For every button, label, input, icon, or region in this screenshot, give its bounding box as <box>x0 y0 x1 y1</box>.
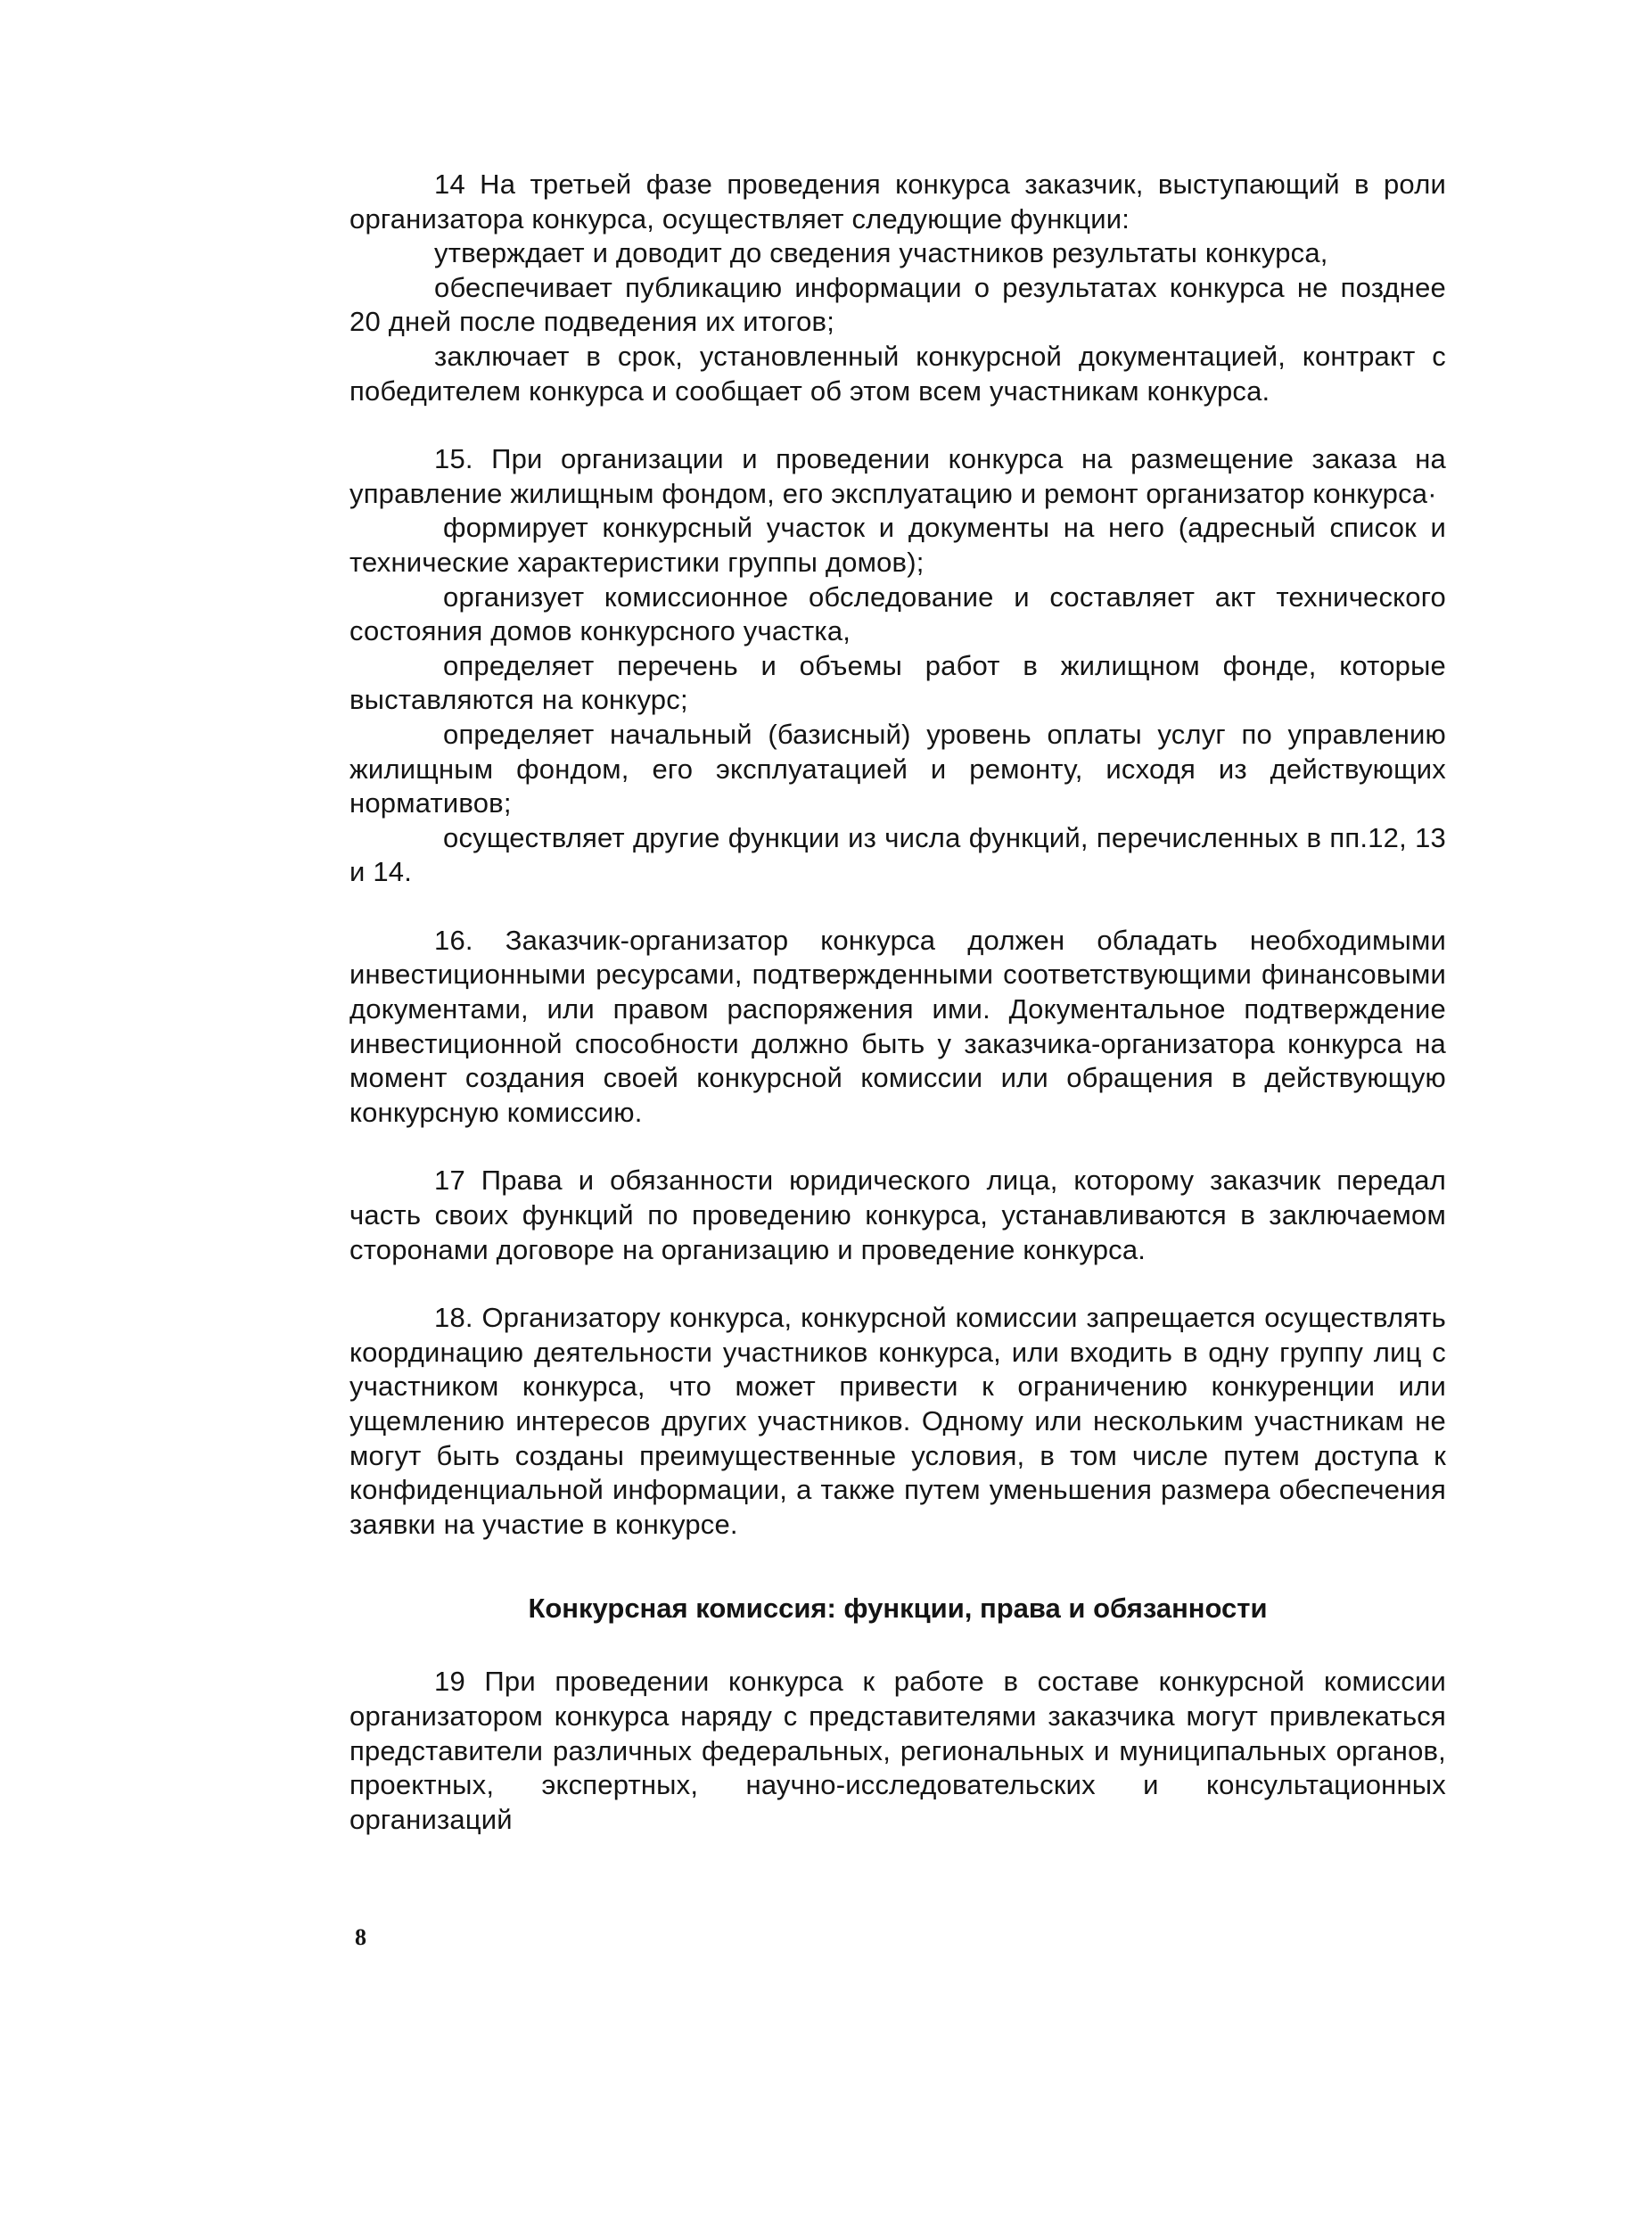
section-heading: Конкурсная комиссия: функции, права и обязанности <box>528 1593 1268 1625</box>
paragraph-15-item-4: определяет начальный (базисный) уровень оплаты услуг по управлению жилищным фондом, его эксплуатацией и ремонту, исходя из действующих нормативов; <box>349 718 1446 819</box>
paragraph-15-item-3: определяет перечень и объемы работ в жилищном фонде, которые выставляются на конкурс; <box>349 649 1446 716</box>
page-number: 8 <box>355 1924 366 1950</box>
paragraph-15-item-2: организует комиссионное обследование и составляет акт технического состояния домов конкурсного участка, <box>349 580 1446 647</box>
paragraph-14-intro: 14 На третьей фазе проведения конкурса заказчик, выступающий в роли организатора конкурса, осуществляет следующие функции: <box>349 169 1446 235</box>
document-page <box>349 168 1446 1837</box>
paragraph-15-item-5: осуществляет другие функции из числа функций, перечисленных в пп.12, 13 и 14. <box>349 821 1446 888</box>
paragraph-18: 18. Организатору конкурса, конкурсной комиссии запрещается осуществлять координацию деятельности участников конкурса, или входить в одну группу лиц с участником конкурса, что может привести к ограничению конкуренции или ущемлению интересов других участников. Одному или нескольким участникам не могут быть созданы преимущественные условия, в том числе путем доступа к конфиденциальной информации, а также путем уменьшения размера обеспечения заявки на участие в конкурсе. <box>349 1302 1446 1540</box>
paragraph-15-item-1: формирует конкурсный участок и документы на него (адресный список и технические характеристики группы домов); <box>349 512 1446 578</box>
paragraph-16: 16. Заказчик-организатор конкурса должен обладать необходимыми инвестиционными ресурсами, подтвержденными соответствующими финансовыми документами, или правом распоряжения ими. Документальное подтверждение инвестиционной способности должно быть у заказчика-организатора конкурса на момент создания своей конкурсной комиссии или обращения в действующую конкурсную комиссию. <box>349 924 1446 1128</box>
paragraph-14-item-2: обеспечивает публикацию информации о результатах конкурса не позднее 20 дней после подведения их итогов; <box>349 271 1446 338</box>
paragraph-19: 19 При проведении конкурса к работе в составе конкурсной комиссии организатором конкурса наряду с представителями заказчика могут привлекаться представители различных федеральных, региональных и муниципальных органов, проектных, экспертных, научно-исследовательских и консультационных организаций <box>349 1666 1446 1835</box>
paragraph-17: 17 Права и обязанности юридического лица, которому заказчик передал часть своих функций по проведению конкурса, устанавливаются в заключаемом сторонами договоре на организацию и проведение конкурса. <box>349 1165 1446 1265</box>
paragraph-14-item-1: утверждает и доводит до сведения участников результаты конкурса, <box>434 237 1328 269</box>
paragraph-14-item-3: заключает в срок, установленный конкурсной документацией, контракт с победителем конкурса и сообщает об этом всем участникам конкурса. <box>349 340 1446 407</box>
paragraph-15-intro: 15. При организации и проведении конкурса на размещение заказа на управление жилищным фондом, его эксплуатацию и ремонт организатор конкурса· <box>349 443 1446 509</box>
